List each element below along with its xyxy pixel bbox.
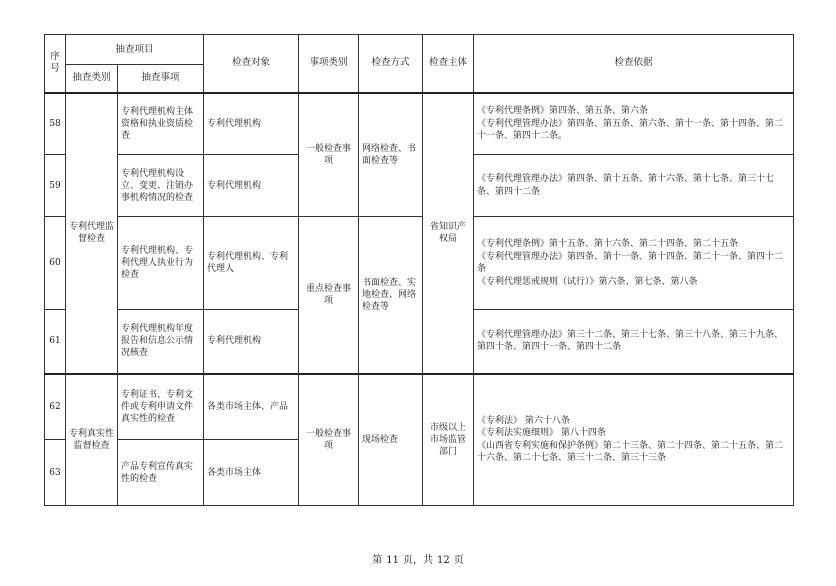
matter-cell: 专利代理机构年度报告和信息公示情况核查	[118, 310, 204, 374]
subject-cell: 市级以上市场监管部门	[423, 374, 474, 506]
header-category: 抽查类别	[66, 65, 118, 93]
header-basis: 检查依据	[474, 35, 794, 93]
header-subject: 检查主体	[423, 35, 474, 93]
table-row	[45, 217, 794, 310]
basis-line: 《专利法》 第六十八条	[477, 415, 570, 426]
table-row	[45, 374, 794, 440]
basis-line: 《山西省专利实施和保护条例》第二十三条、第二十四条、第二十五条、第二十六条、第二十七条、第三十二条、第三十三条	[477, 440, 784, 464]
basis-cell	[474, 374, 794, 506]
basis-line: 《专利代理管理办法》第四条、第十五条、第十六条、第十七条、第三十七条、第四十二条	[477, 174, 775, 197]
page-label-mid: 页，共	[403, 555, 433, 566]
page-label-prefix: 第	[372, 555, 383, 566]
table-row	[45, 93, 794, 155]
object-cell: 专利代理机构	[204, 155, 299, 217]
method-cell: 书面检查、实地检查、网络检查等	[359, 217, 423, 374]
matter-cell: 专利证书、专利文件或专利申请文件真实性的检查	[118, 374, 204, 440]
object-cell: 专利代理机构、专利代理人	[204, 217, 299, 310]
inspection-table	[44, 34, 794, 506]
basis-line: 《专利法实施细则》 第八十四条	[477, 428, 606, 439]
header-matter: 抽查事项	[118, 65, 204, 93]
matter-type-cell: 一般检查事项	[299, 93, 359, 217]
matter-cell: 专利代理机构、专利代理人执业行为检查	[118, 217, 204, 310]
basis-cell	[474, 155, 794, 217]
header-method: 检查方式	[359, 35, 423, 93]
row-seq: 62	[45, 374, 66, 440]
page-total: 12	[437, 555, 450, 566]
category-cell: 专利代理监督检查	[66, 93, 118, 374]
object-cell: 专利代理机构	[204, 310, 299, 374]
basis-line: 《专利代理条例》第十五条、第十六条、第二十四条、第二十五条	[477, 239, 739, 249]
page-current: 11	[386, 555, 399, 566]
row-seq: 59	[45, 155, 66, 217]
matter-type-cell: 重点检查事项	[299, 217, 359, 374]
row-seq: 58	[45, 93, 66, 155]
basis-line: 《专利代理管理办法》第三十二条、第三十七条、第三十八条、第三十九条、第四十条、第四十一条、第四十二条	[477, 329, 784, 353]
row-seq: 60	[45, 217, 66, 310]
basis-line: 《专利代理管理办法》第四条、第十一条、第十四条、第二十一条、第四十二条	[477, 251, 784, 274]
matter-cell: 产品专利宣传真实性的检查	[118, 440, 204, 506]
basis-cell	[474, 93, 794, 155]
header-items-group: 抽查项目	[66, 35, 204, 65]
method-cell: 现场检查	[359, 374, 423, 506]
header-seq: 序号	[45, 35, 66, 93]
basis-cell	[474, 217, 794, 310]
matter-cell: 专利代理机构主体资格和执业资质检查	[118, 93, 204, 155]
basis-line: 《专利代理管理办法》第四条、第五条、第六条、第十一条、第十四条、第二十一条、第四十二条。	[477, 118, 784, 141]
page-label-suffix: 页	[453, 555, 464, 566]
basis-line: 《专利代理条例》第四条、第五条、第六条	[477, 106, 649, 116]
method-cell: 网络检查、书面检查等	[359, 93, 423, 217]
object-cell: 各类市场主体、产品	[204, 374, 299, 440]
object-cell: 各类市场主体	[204, 440, 299, 506]
basis-cell	[474, 310, 794, 374]
object-cell: 专利代理机构	[204, 93, 299, 155]
header-matter-type: 事项类别	[299, 35, 359, 93]
row-seq: 63	[45, 440, 66, 506]
header-object: 检查对象	[204, 35, 299, 93]
subject-cell: 省知识产权局	[423, 93, 474, 374]
matter-cell: 专利代理机构设立、变更、注销办事机构情况的检查	[118, 155, 204, 217]
page-footer	[0, 551, 836, 566]
category-cell: 专利真实性监督检查	[66, 374, 118, 506]
matter-type-cell: 一般检查事项	[299, 374, 359, 506]
basis-line: 《专利代理惩戒规则（试行）》第六条、第七条、第八条	[477, 276, 698, 287]
row-seq: 61	[45, 310, 66, 374]
